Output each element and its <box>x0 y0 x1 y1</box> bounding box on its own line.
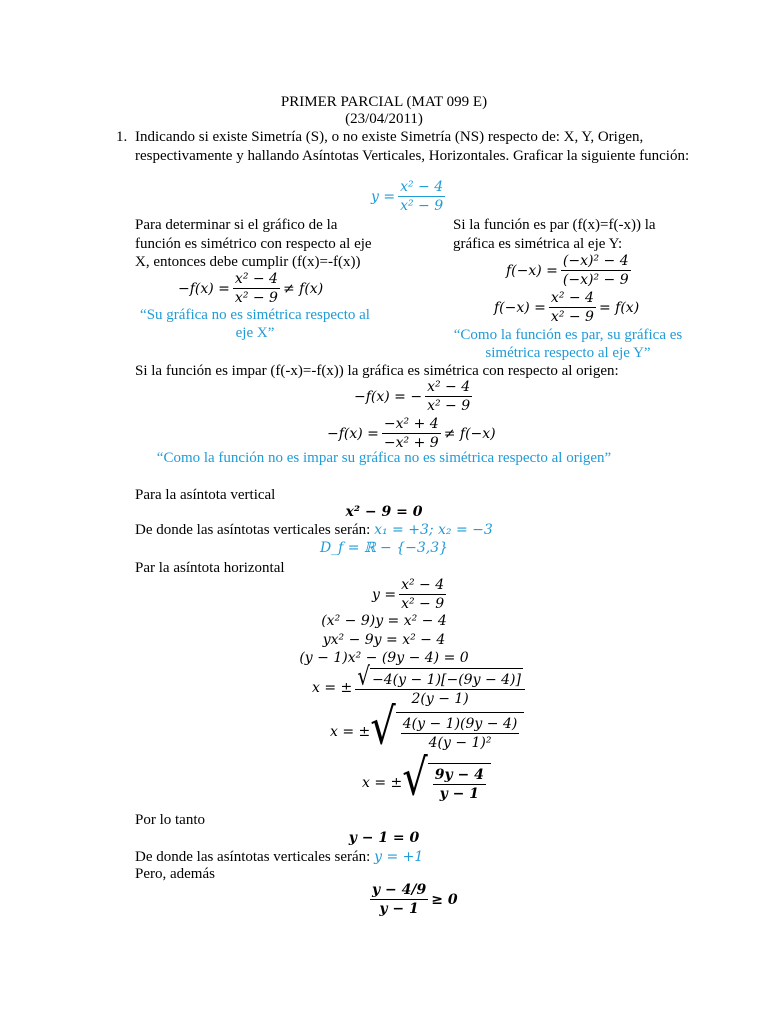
sym-y-eq1-numerator: (−x)² − 4 <box>562 253 629 269</box>
sym-x-equation <box>178 271 323 306</box>
horizontal-eq7-denominator: y − 1 <box>439 786 479 802</box>
horizontal-eq1-denominator: x² − 9 <box>401 596 445 612</box>
sym-y-eq2-rhs: = f(x) <box>598 299 640 316</box>
horizontal-equation-9 <box>367 882 458 917</box>
but-also-text: Pero, además <box>135 866 215 882</box>
horizontal-eq7-numerator: 9y − 4 <box>434 767 484 783</box>
sym-origin-eq1-denominator: x² − 9 <box>427 398 471 414</box>
sym-origin-equation-2 <box>327 416 496 451</box>
sym-y-eq2-lhs: f(−x) = <box>494 299 546 316</box>
sym-y-equation-1 <box>506 253 634 288</box>
document-title: PRIMER PARCIAL (MAT 099 E) <box>280 94 488 110</box>
sym-origin-eq2-rhs: ≠ f(−x) <box>443 425 496 442</box>
horizontal-eq9-denominator: y − 1 <box>379 901 419 917</box>
horizontal-eq5-numerator <box>355 660 525 691</box>
horizontal-eq6-numerator: 4(y − 1)(9y − 4) <box>402 716 518 732</box>
vertical-equation: x² − 9 = 0 <box>345 504 423 520</box>
sym-x-conclusion-2: eje X” <box>235 325 275 341</box>
problem-line-2: respectivamente y hallando Asíntotas Verticales, Horizontales. Graficar la siguiente función: <box>135 148 690 164</box>
main-function-numerator: x² − 4 <box>400 179 444 195</box>
sym-y-line-2: gráfica es simétrica al eje Y: <box>453 236 623 252</box>
radical-sign: √ <box>357 660 371 691</box>
horizontal-eq5-denominator: 2(y − 1) <box>411 691 469 707</box>
sym-origin-equation-1 <box>354 379 475 414</box>
horizontal-eq5-radicand: −4(y − 1)[−(9y − 4)] <box>370 668 523 688</box>
sym-x-line-2: función es simétrico con respecto al eje <box>135 236 372 252</box>
main-function-equation <box>371 179 448 214</box>
horizontal-eq7-radicand <box>428 763 491 803</box>
sym-x-eq-denominator: x² − 9 <box>234 290 278 306</box>
horizontal-eq6-lhs: x = ± <box>330 724 371 740</box>
sym-y-line-1: Si la función es par (f(x)=f(-x)) la <box>453 217 656 233</box>
vertical-result-text: De donde las asíntotas verticales serán: <box>135 522 371 538</box>
sym-origin-eq2-lhs: −f(x) = <box>327 425 379 442</box>
horizontal-equation-4: (y − 1)x² − (9y − 4) = 0 <box>299 650 469 666</box>
problem-number: 1. <box>116 129 128 145</box>
vertical-result-values: x₁ = +3; x₂ = −3 <box>374 522 493 538</box>
sym-origin-eq1-numerator: x² − 4 <box>427 379 471 395</box>
sym-y-conclusion-2: simétrica respecto al eje Y” <box>485 345 651 361</box>
sym-y-eq2-denominator: x² − 9 <box>550 309 594 325</box>
sym-x-eq-lhs: −f(x) = <box>178 280 230 297</box>
vertical-result <box>135 521 493 539</box>
radical-sign: √ <box>402 749 428 807</box>
main-function-lhs: y = <box>371 188 396 205</box>
sqrt-symbol <box>402 749 491 807</box>
sym-x-conclusion-1: “Su gráfica no es simétrica respecto al <box>140 307 370 323</box>
sym-origin-conclusion: “Como la función no es impar su gráfica no es simétrica respecto al origen” <box>156 450 612 466</box>
horizontal-result-value: y = +1 <box>374 849 424 865</box>
horizontal-equation-1 <box>372 577 449 612</box>
horizontal-heading: Par la asíntota horizontal <box>135 560 285 576</box>
sym-y-equation-2 <box>494 290 639 325</box>
sym-x-line-3: X, entonces debe cumplir (f(x)=-f(x)) <box>135 254 361 270</box>
vertical-domain: D_f = ℝ − {−3,3} <box>319 540 449 556</box>
sym-x-eq-numerator: x² − 4 <box>234 271 278 287</box>
sym-origin-eq1-lhs: −f(x) = − <box>354 388 423 405</box>
horizontal-eq1-lhs: y = <box>372 586 397 603</box>
horizontal-result <box>135 848 423 866</box>
horizontal-eq6-denominator: 4(y − 1)² <box>428 735 492 751</box>
horizontal-equation-8: y − 1 = 0 <box>348 830 420 846</box>
horizontal-result-text: De donde las asíntotas verticales serán: <box>135 849 371 865</box>
horizontal-equation-3: yx² − 9y = x² − 4 <box>322 632 446 648</box>
sym-y-conclusion-1: “Como la función es par, su gráfica es <box>453 327 683 343</box>
horizontal-equation-7 <box>362 749 491 807</box>
sym-y-eq1-denominator: (−x)² − 9 <box>562 272 629 288</box>
document-date: (23/04/2011) <box>345 111 423 127</box>
radical-sign: √ <box>370 698 396 756</box>
horizontal-eq5-lhs: x = ± <box>312 679 353 696</box>
sym-origin-intro: Si la función es impar (f(-x)=-f(x)) la gráfica es simétrica con respecto al origen: <box>135 363 619 379</box>
horizontal-eq6-radicand <box>396 712 525 752</box>
sym-x-line-1: Para determinar si el gráfico de la <box>135 217 338 233</box>
sqrt-symbol <box>357 660 523 691</box>
horizontal-eq7-lhs: x = ± <box>362 775 403 791</box>
horizontal-eq9-numerator: y − 4/9 <box>372 882 427 898</box>
problem-line-1: Indicando si existe Simetría (S), o no existe Simetría (NS) respecto de: X, Y, Origen, <box>135 129 644 145</box>
sym-y-eq2-numerator: x² − 4 <box>550 290 594 306</box>
therefore-text: Por lo tanto <box>135 812 205 828</box>
vertical-heading: Para la asíntota vertical <box>135 487 276 503</box>
sym-y-eq1-lhs: f(−x) = <box>506 262 558 279</box>
horizontal-equation-2: (x² − 9)y = x² − 4 <box>321 613 447 629</box>
horizontal-equation-5 <box>312 660 528 707</box>
sym-origin-eq2-numerator: −x² + 4 <box>383 416 439 432</box>
horizontal-eq1-numerator: x² − 4 <box>401 577 445 593</box>
sym-x-eq-rhs: ≠ f(x) <box>282 280 324 297</box>
sym-origin-eq2-denominator: −x² + 9 <box>383 435 439 451</box>
main-function-denominator: x² − 9 <box>400 198 444 214</box>
horizontal-eq9-rhs: ≥ 0 <box>431 891 458 908</box>
